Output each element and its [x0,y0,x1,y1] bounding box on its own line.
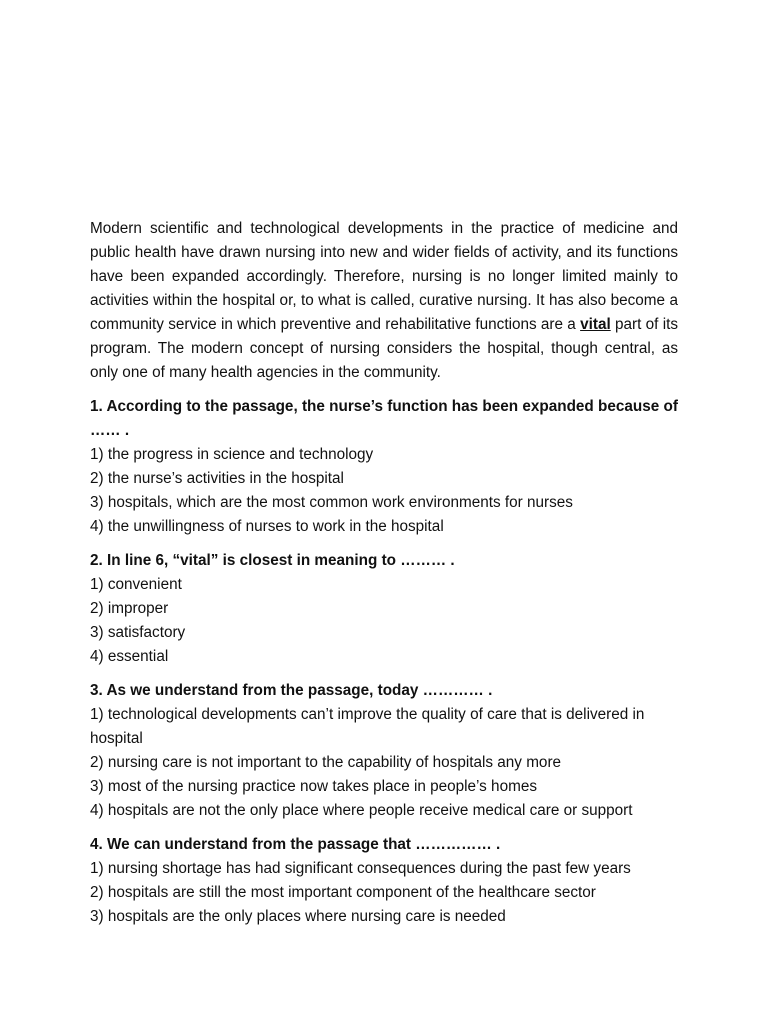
question-title: 2. In line 6, “vital” is closest in meaning to ……… . [90,552,455,569]
answer-option: 4) hospitals are not the only place where people receive medical care or support [90,802,633,819]
question-title: 3. As we understand from the passage, today ………… . [90,682,493,699]
answer-option: 4) the unwillingness of nurses to work in the hospital [90,518,444,535]
passage-text-start: Modern scientific and technological developments in the practice of medicine and public health have drawn nursing into new and wider fields of activity, and its functions have been expanded accordingly. Therefore, nursing is no longer limited mainly to activities within the hospital or, to what is called, curative nursing. It has also become a community service in which preventive and rehabilitative functions are a [90,220,678,333]
question-3 [90,679,678,823]
answer-option: 1) convenient [90,576,182,593]
reading-passage [90,217,678,385]
question-title: 1. According to the passage, the nurse’s function has been expanded because of …… . [90,398,678,439]
answer-option: 2) hospitals are still the most important component of the healthcare sector [90,884,596,901]
question-1 [90,395,678,539]
answer-option: 3) hospitals are the only places where nursing care is needed [90,908,506,925]
answer-option: 2) improper [90,600,169,617]
passage-highlighted-word: vital [580,316,611,333]
question-4 [90,833,678,929]
answer-option: 2) the nurse’s activities in the hospital [90,470,344,487]
answer-option: 4) essential [90,648,169,665]
document-content [90,217,678,929]
answer-option: 3) most of the nursing practice now takes place in people’s homes [90,778,537,795]
answer-option: 1) technological developments can’t improve the quality of care that is delivered in hospital [90,706,645,747]
answer-option: 1) the progress in science and technology [90,446,374,463]
answer-option: 3) hospitals, which are the most common work environments for nurses [90,494,573,511]
answer-option: 1) nursing shortage has had significant consequences during the past few years [90,860,631,877]
passage-text-end: part of its program. The modern concept of nursing considers the hospital, though central, as only one of many health agencies in the community. [90,316,678,381]
question-2 [90,549,678,669]
answer-option: 2) nursing care is not important to the capability of hospitals any more [90,754,562,771]
answer-option: 3) satisfactory [90,624,186,641]
question-title: 4. We can understand from the passage that …………… . [90,836,501,853]
